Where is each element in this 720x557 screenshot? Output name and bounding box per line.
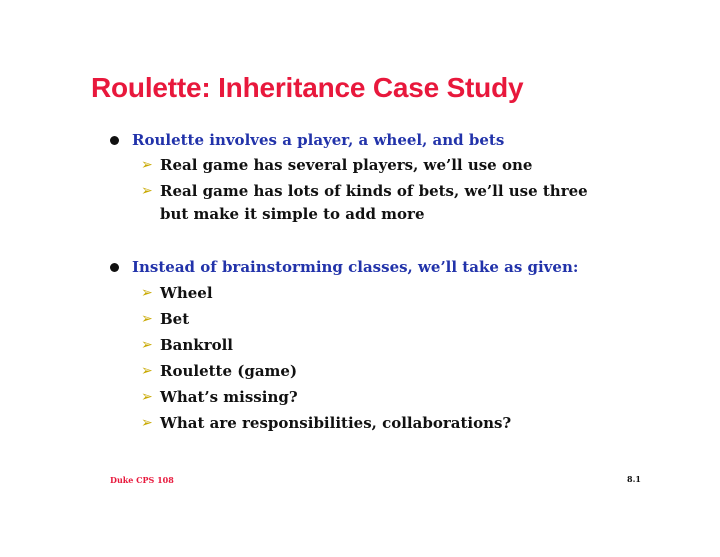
sub-bullet-1-1 bbox=[141, 154, 621, 177]
sub-bullet-2-5 bbox=[141, 386, 621, 409]
bullet-2-text: Instead of brainstorming classes, we’ll take as given: bbox=[132, 258, 579, 276]
sub-bullet-text: Bet bbox=[160, 310, 190, 328]
arrowhead-bullet-icon: ➢ bbox=[141, 183, 153, 199]
sub-bullet-2-1 bbox=[141, 282, 621, 305]
arrowhead-bullet-icon: ➢ bbox=[141, 157, 153, 173]
sub-bullet-text: What’s missing? bbox=[160, 388, 298, 406]
arrowhead-bullet-icon: ➢ bbox=[141, 311, 153, 327]
footer-course: Duke CPS 108 bbox=[110, 475, 174, 485]
arrowhead-bullet-icon: ➢ bbox=[141, 415, 153, 431]
sub-bullet-text: Roulette (game) bbox=[160, 362, 298, 380]
sub-bullet-text: Real game has several players, we’ll use one bbox=[160, 156, 533, 174]
bullet-dot-icon bbox=[110, 263, 119, 272]
slide-title: Roulette: Inheritance Case Study bbox=[91, 72, 524, 103]
sub-bullet-text: What are responsibilities, collaborations? bbox=[160, 414, 512, 432]
bullet-2 bbox=[132, 258, 578, 276]
sub-bullet-text: Real game has lots of kinds of bets, we’ll use three but make it simple to add more bbox=[160, 182, 588, 223]
bullet-1-text: Roulette involves a player, a wheel, and bets bbox=[132, 131, 505, 149]
sub-bullet-2-6 bbox=[141, 412, 621, 435]
sub-bullet-2-3 bbox=[141, 334, 621, 357]
footer-page-number: 8.1 bbox=[627, 474, 641, 484]
sub-bullet-text: Bankroll bbox=[160, 336, 234, 354]
arrowhead-bullet-icon: ➢ bbox=[141, 337, 153, 353]
arrowhead-bullet-icon: ➢ bbox=[141, 285, 153, 301]
sub-bullet-2-4 bbox=[141, 360, 621, 383]
sub-bullet-1-2 bbox=[141, 180, 621, 226]
sub-bullet-2-2 bbox=[141, 308, 621, 331]
arrowhead-bullet-icon: ➢ bbox=[141, 363, 153, 379]
sub-bullet-text: Wheel bbox=[160, 284, 213, 302]
bullet-dot-icon bbox=[110, 136, 119, 145]
bullet-1 bbox=[132, 131, 504, 149]
arrowhead-bullet-icon: ➢ bbox=[141, 389, 153, 405]
